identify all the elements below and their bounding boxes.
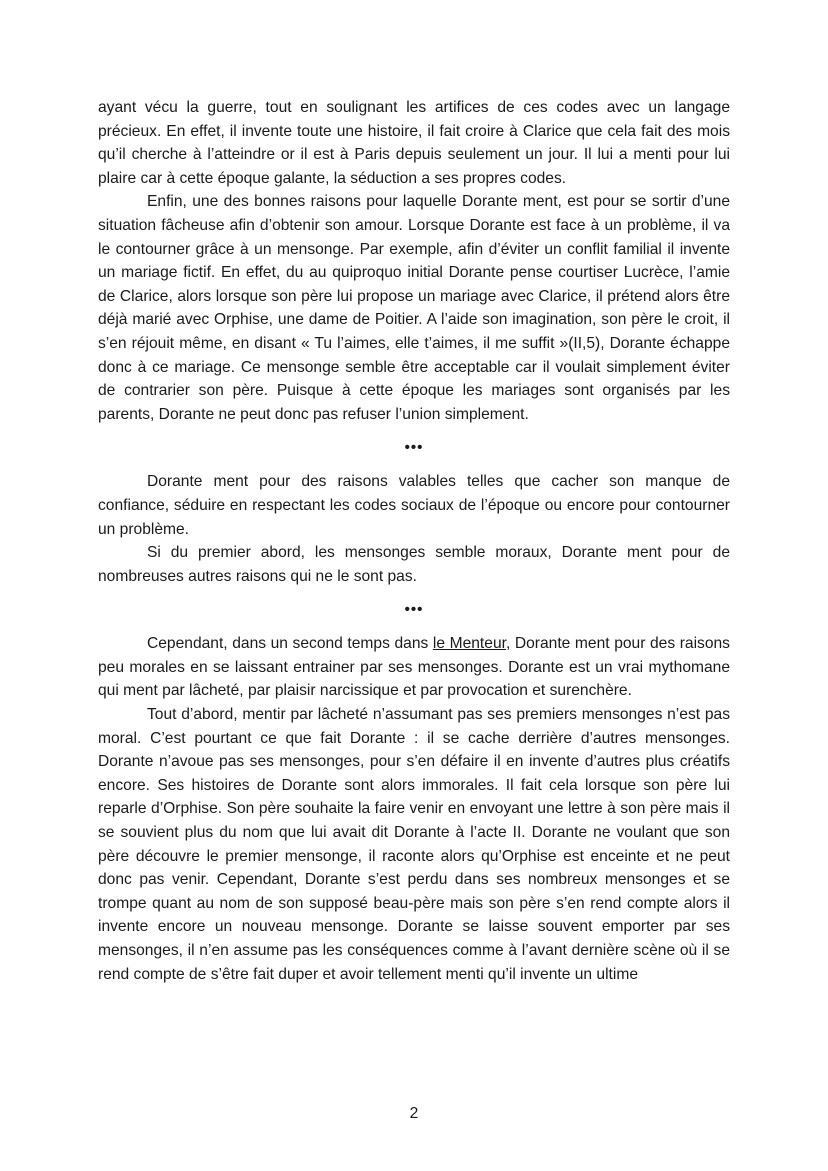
paragraph-5-after: , Dorante ment pour des raisons peu morales en se laissant entrainer par ses mensonges. Dorante est un vrai mythomane qui ment par lâcheté, par plaisir narcissique et par provocation et surenchère. [98,635,730,700]
document-body [98,96,730,986]
work-title-le-menteur: le Menteur [432,635,506,653]
paragraph-4: Si du premier abord, les mensonges semble moraux, Dorante ment pour de nombreuses autres raisons qui ne le sont pas. [98,544,730,585]
page-number: 2 [409,1105,419,1122]
paragraph-3: Dorante ment pour des raisons valables telles que cacher son manque de confiance, séduire en respectant les codes sociaux de l’époque ou encore pour contourner un problème. [98,473,730,538]
paragraph-1: ayant vécu la guerre, tout en soulignant les artifices de ces codes avec un langage précieux. En effet, il invente toute une histoire, il fait croire à Clarice que cela fait des mois qu’il cherche à l’atteindre or il est à Paris depuis seulement un jour. Il lui a menti pour lui plaire car à cette époque galante, la séduction a ses propres codes. [98,99,730,187]
paragraph-6: Tout d’abord, mentir par lâcheté n’assumant pas ses premiers mensonges n’est pas moral. C’est pourtant ce que fait Dorante : il se cache derrière d’autres mensonges. Dorante n’avoue pas ses mensonges, pour s’en défaire il en invente d’autres plus créatifs encore. Ses histoires de Dorante sont alors immorales. Il fait cela lorsque son père lui reparle d’Orphise. Son père souhaite la faire venir en envoyant une lettre à son père mais il se souvient plus du nom que lui avait dit Dorante à l’acte II. Dorante ne voulant que son père découvre le premier mensonge, il raconte alors qu’Orphise est enceinte et ne peut donc pas venir. Cependant, Dorante s’est perdu dans ses nombreux mensonges et se trompe quant au nom de son supposé beau-père mais son père s’en rend compte alors il invente encore un nouveau mensonge. Dorante se laisse souvent emporter par ses mensonges, il n’en assume pas les conséquences comme à l’avant dernière scène où il se rend compte de s’être fait duper et avoir tellement menti qu’il invente un ultime [98,706,730,983]
paragraph-2: Enfin, une des bonnes raisons pour laquelle Dorante ment, est pour se sortir d’une situation fâcheuse afin d’obtenir son amour. Lorsque Dorante est face à un problème, il va le contourner grâce à un mensonge. Par exemple, afin d’éviter un conflit familial il invente un mariage fictif. En effet, du au quiproquo initial Dorante pense courtiser Lucrèce, l’amie de Clarice, alors lorsque son père lui propose un mariage avec Clarice, il prétend alors être déjà marié avec Orphise, une dame de Poitier. A l’aide son imagination, son père le croit, il s’en réjouit même, en disant « Tu l’aimes, elle t’aimes, il me suffit »(II,5), Dorante échappe donc à ce mariage. Ce mensonge semble être acceptable car il voulait simplement éviter de contrarier son père. Puisque à cette époque les mariages sont organisés par les parents, Dorante ne peut donc pas refuser l’union simplement. [98,193,730,423]
section-separator: ••• [404,439,424,457]
paragraph-5 [98,632,730,703]
paragraph-5-before: Cependant, dans un second temps dans [147,635,433,653]
section-separator: ••• [404,601,424,619]
